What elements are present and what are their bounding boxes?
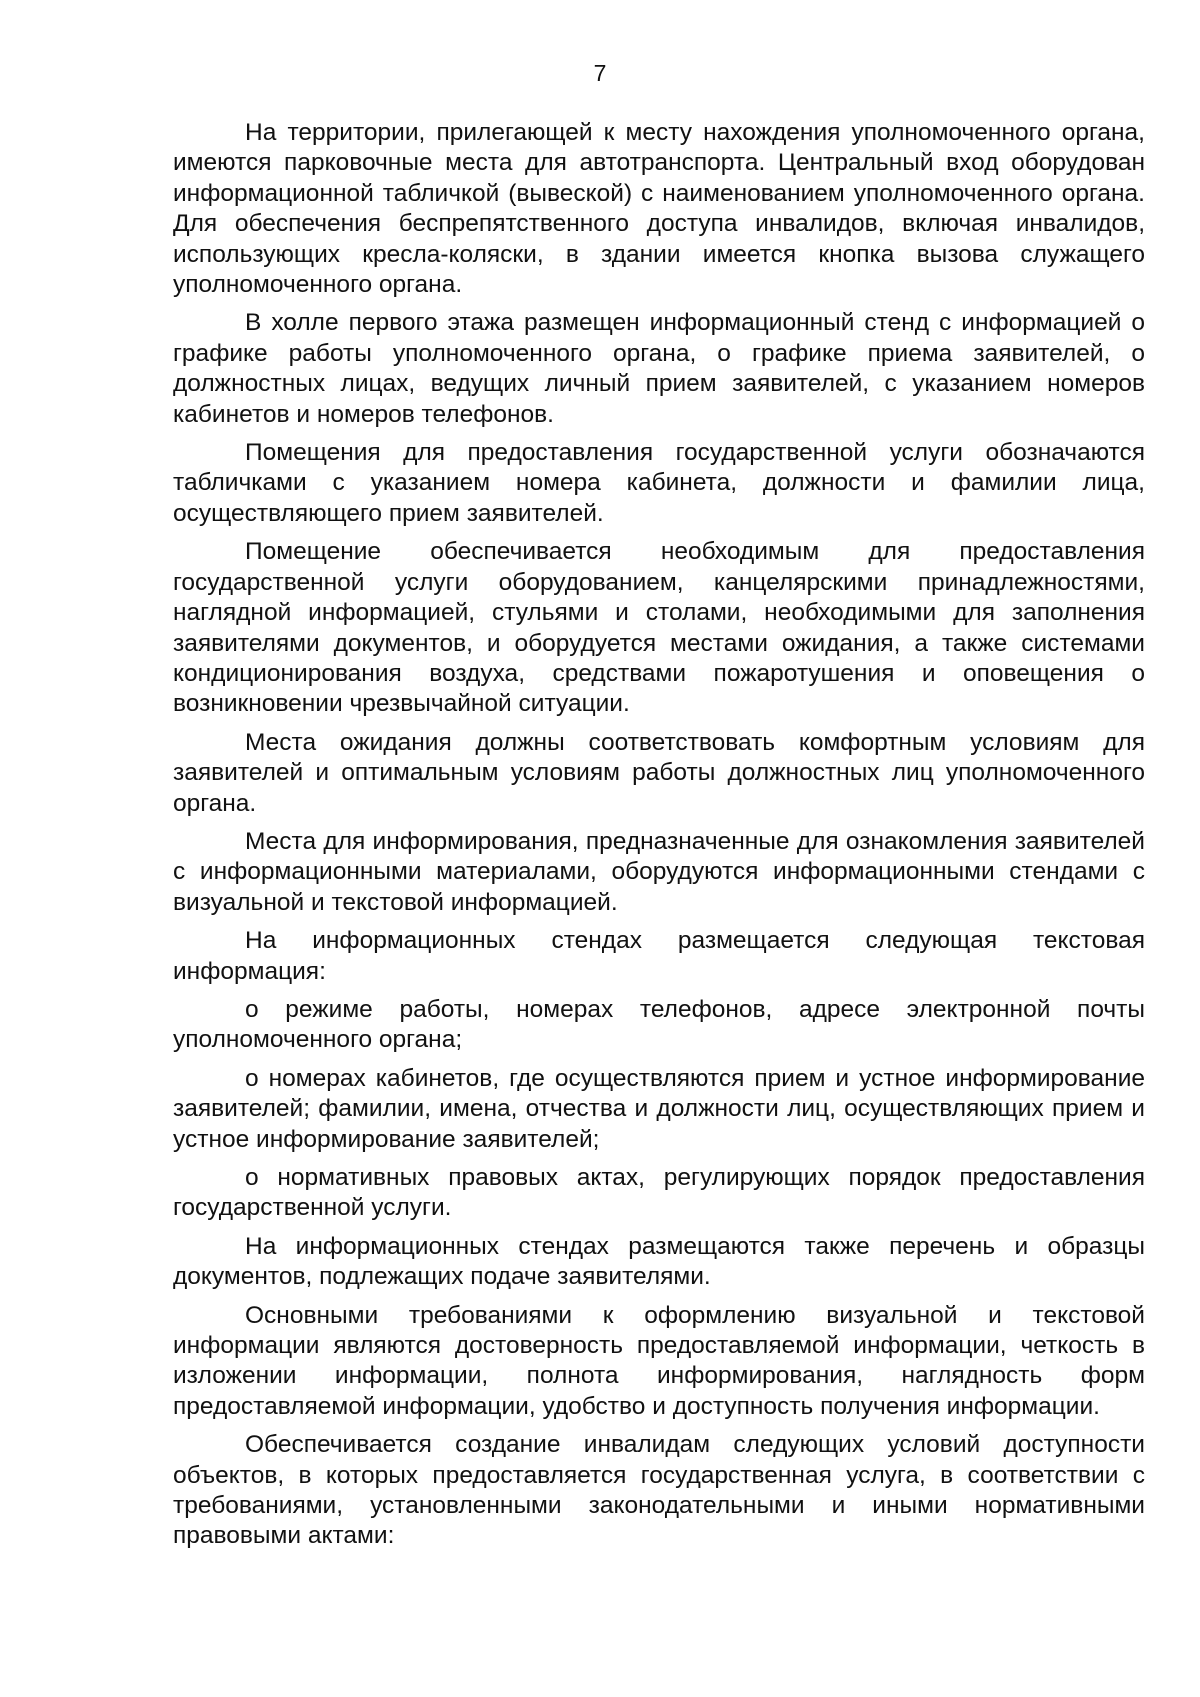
paragraph: Помещения для предоставления государственной услуги обозначаются табличками с указанием номера кабинета, должности и фамилии лица, осуществляющего прием заявителей. (173, 439, 1145, 527)
paragraph: о режиме работы, номерах телефонов, адресе электронной почты уполномоченного органа; (173, 995, 1145, 1054)
paragraph: о номерах кабинетов, где осуществляются прием и устное информирование заявителей; фамилии, имена, отчества и должности лиц, осуществляющих прием и устное информирование заявителей; (173, 1064, 1145, 1153)
paragraph: Помещение обеспечивается необходимым для предоставления государственной услуги оборудованием, канцелярскими принадлежностями, наглядной информацией, стульями и столами, необходимыми для заполнения заявителями документов, и оборудуется местами ожидания, а также системами кондиционирования воздуха, средствами пожаротушения и оповещения о возникновении чрезвычайной ситуации. (173, 538, 1145, 718)
paragraph: Обеспечивается создание инвалидам следующих условий доступности объектов, в которых предоставляется государственная услуга, в соответствии с требованиями, установленными законодательными и иными нормативными правовыми актами: (173, 1431, 1145, 1550)
paragraph: о нормативных правовых актах, регулирующих порядок предоставления государственной услуги. (173, 1164, 1145, 1222)
page-number: 7 (593, 60, 607, 86)
page-body (173, 118, 1145, 1560)
paragraph: На территории, прилегающей к месту нахождения уполномоченного органа, имеются парковочные места для автотранспорта. Центральный вход оборудован информационной табличкой (вывеской) с наименованием уполномоченного органа. Для обеспечения беспрепятственного доступа инвалидов, включая инвалидов, использующих кресла-коляски, в здании имеется кнопка вызова служащего уполномоченного органа. (173, 119, 1145, 299)
paragraph: В холле первого этажа размещен информационный стенд с информацией о графике работы уполномоченного органа, о графике приема заявителей, о должностных лицах, ведущих личный прием заявителей, с указанием номеров кабинетов и номеров телефонов. (173, 309, 1145, 428)
paragraph: На информационных стендах размещается следующая текстовая информация: (173, 927, 1145, 985)
paragraph: На информационных стендах размещаются также перечень и образцы документов, подлежащих подаче заявителями. (173, 1232, 1145, 1291)
paragraph: Места для информирования, предназначенные для ознакомления заявителей с информационными материалами, оборудуются информационными стендами с визуальной и текстовой информацией. (173, 827, 1145, 916)
paragraph: Места ожидания должны соответствовать комфортным условиям для заявителей и оптимальным условиям работы должностных лиц уполномоченного органа. (173, 728, 1145, 817)
paragraph: Основными требованиями к оформлению визуальной и текстовой информации являются достоверность предоставляемой информации, четкость в изложении информации, полнота информирования, наглядность форм предоставляемой информации, удобство и доступность получения информации. (173, 1301, 1145, 1420)
